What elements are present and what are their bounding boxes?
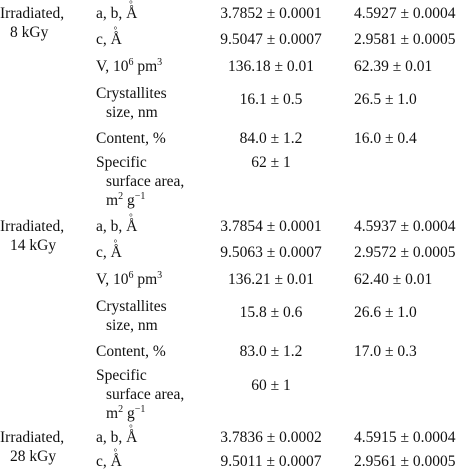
param-cell: a, b, ° Å xyxy=(96,4,206,23)
value-cell: 60 ± 1 xyxy=(251,377,291,394)
angstrom-unit: ° Å xyxy=(111,452,122,471)
value-cell: 83.0 ± 1.2 xyxy=(239,343,303,360)
value-cell: 62.40 ± 0.01 xyxy=(354,271,433,288)
sample-label-line2: 28 kGy xyxy=(10,448,57,465)
param-cell: V, $10^6$ $pm^3$ xyxy=(96,57,163,75)
value-cell: 9.5047 ± 0.0007 xyxy=(220,31,322,48)
value-cell: 9.5011 ± 0.0007 xyxy=(220,453,322,470)
angstrom-unit: ° Å xyxy=(111,30,122,49)
sample-label xyxy=(0,217,84,255)
param-cell: Specific surface area, $m^2$ $g^{-1}$ xyxy=(96,367,185,422)
param-cell: c, ° Å xyxy=(96,452,206,471)
sample-label-line2: 14 kGy xyxy=(10,237,57,254)
value-cell: 2.9572 ± 0.0005 xyxy=(354,244,456,261)
value-cell: 16.1 ± 0.5 xyxy=(239,91,303,108)
angstrom-unit: ° Å xyxy=(126,4,137,23)
param-cell: c, ° Å xyxy=(96,243,206,262)
sample-label-line1: Irradiated, xyxy=(0,218,65,235)
param-cell: Crystallites size, nm xyxy=(96,298,167,334)
value-cell: 17.0 ± 0.3 xyxy=(354,343,417,360)
sample-label-line2: 8 kGy xyxy=(10,24,49,41)
value-cell: 4.5915 ± 0.0004 xyxy=(354,429,456,446)
param-cell: a, b, ° Å xyxy=(96,428,206,447)
value-cell: 2.9561 ± 0.0005 xyxy=(354,453,456,470)
sample-label xyxy=(0,4,84,42)
angstrom-unit: ° Å xyxy=(126,217,137,236)
value-cell: 136.18 ± 0.01 xyxy=(227,58,314,75)
value-cell: 26.6 ± 1.0 xyxy=(354,304,417,321)
value-cell: 9.5063 ± 0.0007 xyxy=(220,244,322,261)
param-cell: V, $10^6$ $pm^3$ xyxy=(96,270,163,288)
sample-label xyxy=(0,428,84,466)
value-cell: 62 ± 1 xyxy=(251,154,291,171)
value-cell: 16.0 ± 0.4 xyxy=(354,130,417,147)
value-cell: 3.7836 ± 0.0002 xyxy=(220,429,322,446)
value-cell: 62.39 ± 0.01 xyxy=(354,58,433,75)
param-cell: a, b, ° Å xyxy=(96,217,206,236)
angstrom-unit: ° Å xyxy=(111,243,122,262)
value-cell: 4.5927 ± 0.0004 xyxy=(354,5,456,22)
value-cell: 4.5937 ± 0.0004 xyxy=(354,218,456,235)
param-cell: c, ° Å xyxy=(96,30,206,49)
value-cell: 3.7854 ± 0.0001 xyxy=(220,218,322,235)
value-cell: 3.7852 ± 0.0001 xyxy=(220,5,322,22)
value-cell: 2.9581 ± 0.0005 xyxy=(354,31,456,48)
value-cell: 84.0 ± 1.2 xyxy=(239,130,303,147)
param-cell: Content, % xyxy=(96,343,166,360)
sample-label-line1: Irradiated, xyxy=(0,429,65,446)
param-cell: Specific surface area, $m^2$ $g^{-1}$ xyxy=(96,154,185,209)
value-cell: 26.5 ± 1.0 xyxy=(354,91,417,108)
sample-label-line1: Irradiated, xyxy=(0,5,65,22)
param-cell: Crystallites size, nm xyxy=(96,85,167,121)
param-cell: Content, % xyxy=(96,130,166,147)
value-cell: 15.8 ± 0.6 xyxy=(239,304,303,321)
angstrom-unit: ° Å xyxy=(126,428,137,447)
value-cell: 136.21 ± 0.01 xyxy=(227,271,314,288)
